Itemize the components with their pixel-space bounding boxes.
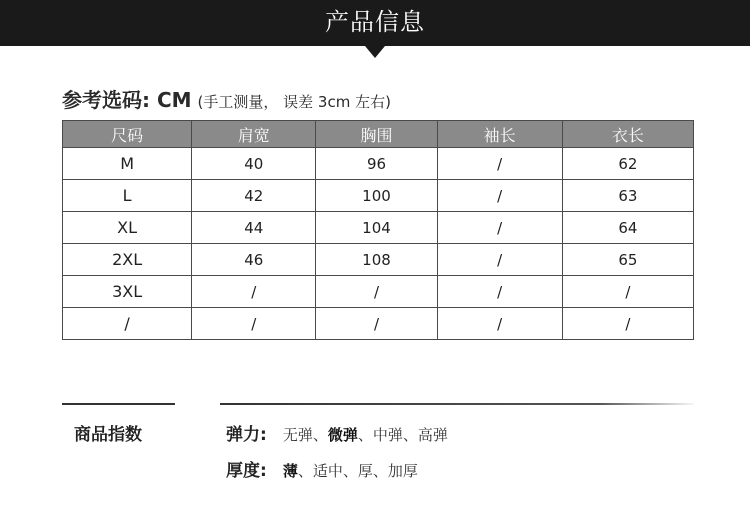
page-title: 产品信息 (325, 8, 425, 36)
table-cell: 40 (192, 148, 316, 180)
size-chart-note: (手工测量， 误差 3cm 左右) (197, 93, 391, 111)
table-cell: 100 (316, 180, 437, 212)
table-row (63, 180, 694, 212)
table-cell: 62 (562, 148, 693, 180)
table-cell: 65 (562, 244, 693, 276)
size-name-cell: 3XL (63, 276, 192, 308)
size-chart-title: 参考选码: CM (62, 88, 192, 112)
table-cell: / (562, 276, 693, 308)
option-separator: 、 (297, 462, 313, 480)
elasticity-option: 无弹 (282, 426, 313, 444)
thickness-options (283, 460, 418, 481)
column-header-shoulder: 肩宽 (192, 121, 316, 148)
column-header-length: 衣长 (562, 121, 693, 148)
size-name-cell: L (63, 180, 192, 212)
table-cell: / (562, 308, 693, 340)
size-chart-heading (62, 84, 391, 114)
table-row (63, 212, 694, 244)
column-header-sleeve: 袖长 (437, 121, 562, 148)
size-name-cell: / (63, 308, 192, 340)
elasticity-option: 微弹 (327, 426, 358, 444)
table-cell: 46 (192, 244, 316, 276)
table-cell: / (316, 308, 437, 340)
elasticity-key: 弹力: (226, 425, 267, 445)
product-index-label: 商品指数 (74, 425, 142, 445)
option-separator: 、 (372, 462, 388, 480)
table-row (63, 148, 694, 180)
elasticity-option: 高弹 (417, 426, 448, 444)
table-row (63, 276, 694, 308)
size-name-cell: M (63, 148, 192, 180)
divider-left (62, 403, 175, 405)
table-cell: / (437, 180, 562, 212)
option-separator: 、 (402, 426, 418, 444)
elasticity-row (226, 420, 448, 445)
table-cell: / (192, 308, 316, 340)
size-name-cell: 2XL (63, 244, 192, 276)
thickness-option: 厚 (357, 462, 373, 480)
table-cell: / (437, 212, 562, 244)
option-separator: 、 (357, 426, 373, 444)
table-row (63, 244, 694, 276)
size-table (62, 120, 694, 340)
thickness-row (226, 456, 418, 481)
thickness-key: 厚度: (226, 461, 267, 481)
table-cell: 42 (192, 180, 316, 212)
table-cell: 108 (316, 244, 437, 276)
column-header-size: 尺码 (63, 121, 192, 148)
table-cell: 63 (562, 180, 693, 212)
table-cell: / (437, 276, 562, 308)
thickness-option: 薄 (282, 462, 298, 480)
table-cell: 44 (192, 212, 316, 244)
thickness-option: 加厚 (387, 462, 418, 480)
size-name-cell: XL (63, 212, 192, 244)
size-table-header (63, 121, 694, 148)
elasticity-options (283, 424, 448, 445)
table-cell: / (192, 276, 316, 308)
table-cell: / (316, 276, 437, 308)
option-separator: 、 (312, 426, 328, 444)
table-cell: 96 (316, 148, 437, 180)
header-notch (365, 46, 385, 58)
table-cell: 104 (316, 212, 437, 244)
table-cell: / (437, 244, 562, 276)
column-header-chest: 胸围 (316, 121, 437, 148)
table-row (63, 308, 694, 340)
divider-right (220, 403, 694, 405)
table-cell: / (437, 308, 562, 340)
elasticity-option: 中弹 (372, 426, 403, 444)
table-cell: 64 (562, 212, 693, 244)
thickness-option: 适中 (312, 462, 343, 480)
table-cell: / (437, 148, 562, 180)
option-separator: 、 (342, 462, 358, 480)
